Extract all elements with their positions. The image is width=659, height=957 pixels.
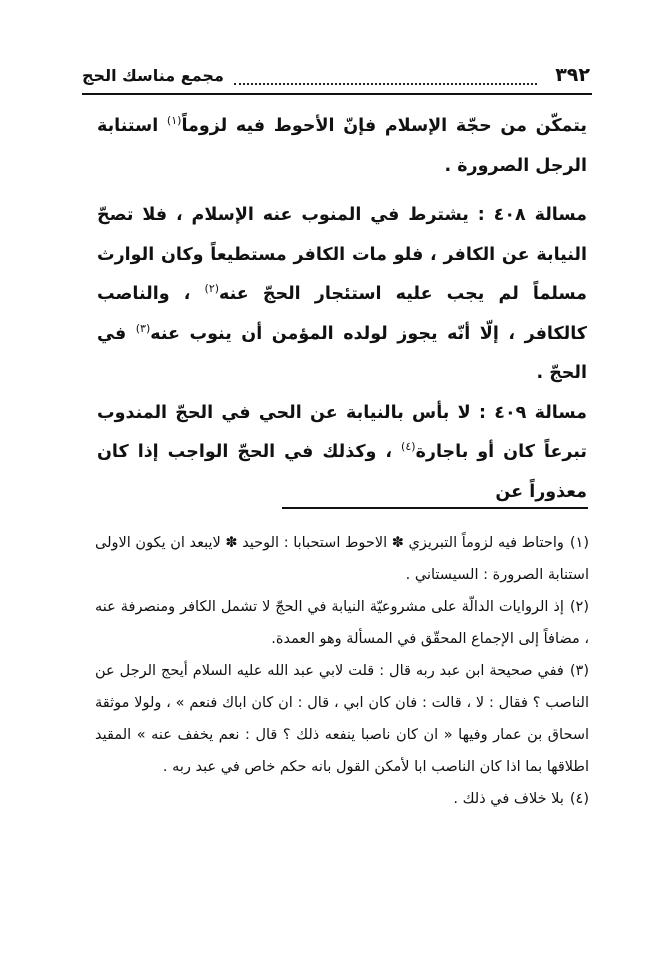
- footnote: [95, 527, 589, 591]
- page-number: ٣٩٢: [555, 64, 590, 86]
- paragraph-text: يتمكّن من حجّة الإسلام فإنّ الأحوط فيه لزوماً: [181, 116, 587, 136]
- issue-label: مسالة ٤٠٩ :: [478, 402, 587, 423]
- footnote-reference: (٤): [401, 440, 416, 454]
- paragraph-text: في الحجّ .: [97, 323, 587, 383]
- footnote-text: واحتاط فيه لزوماً التبريزي ✽ الاحوط استحبابا : الوحيد ✽ لايبعد ان يكون الاولى استنابة الصرورة : السيستاني .: [95, 535, 589, 583]
- footnote: [95, 783, 589, 815]
- issue-label: مسالة ٤٠٨ :: [477, 205, 587, 225]
- paragraph-text: استنابة الرجل الصرورة .: [97, 116, 587, 176]
- paragraph-text: ، والناصب كالكافر ، إلّا أنّه يجوز لولده المؤمن أن ينوب عنه: [97, 284, 587, 344]
- footnote-reference: (٣): [135, 321, 151, 335]
- paragraph-text: ، وكذلك في الحجّ الواجب إذا كان معذوراً عن: [97, 442, 587, 502]
- paragraph-text: لا بأس بالنيابة عن الحي في الحجّ المندوب تبرعاً كان أو باجارة: [97, 402, 588, 462]
- footnote-reference: (٢): [204, 282, 220, 296]
- dot-leader: [234, 65, 537, 85]
- footnote-text: بلا خلاف في ذلك .: [453, 791, 564, 807]
- footnote-text: ففي صحيحة ابن عبد ربه قال : قلت لابي عبد الله عليه السلام أيحج الرجل عن الناصب ؟ فقال : لا ، قالت : فان كان ابي ، قال : ان كان اباك فنعم » ، ولولا موثقة اسحاق بن عمار وفيها « ان كان ناصبا ينفعه ذلك ؟ قال : نعم يخفف عنه » المقيد اطلاقها بما اذا كان الناصب ابا لأمكن القول بانه حكم خاص في عبد ربه .: [95, 663, 589, 775]
- issue-409: [97, 394, 587, 513]
- paragraph-continuation: [97, 107, 587, 186]
- footnote-number: (١): [569, 535, 589, 551]
- header-rule: [82, 93, 592, 95]
- issue-408: [97, 196, 587, 394]
- footnote-reference: (١): [166, 114, 182, 128]
- footnotes: [95, 527, 589, 815]
- footnote: [95, 655, 589, 783]
- footnote-number: (٣): [569, 663, 589, 679]
- running-head: [82, 60, 590, 90]
- main-text: [97, 107, 587, 512]
- footnote-number: (٤): [569, 791, 589, 807]
- book-title: مجمع مناسك الحج: [82, 65, 224, 85]
- footnote-separator: [282, 507, 588, 509]
- footnote-text: إذ الروايات الدالّة على مشروعيّة النيابة في الحجّ لا تشمل الكافر ومنصرفة عنه ، مضافاً إلى الإجماع المحقّق في المسألة وهو العمدة.: [95, 599, 589, 647]
- paragraph-text: يشترط في المنوب عنه الإسلام ، فلا تصحّ النيابة عن الكافر ، فلو مات الكافر مستطيعاً وكان الوارث مسلماً لم يجب عليه استئجار الحجّ عنه: [97, 205, 588, 304]
- footnote-number: (٢): [569, 599, 589, 615]
- footnote: [95, 591, 589, 655]
